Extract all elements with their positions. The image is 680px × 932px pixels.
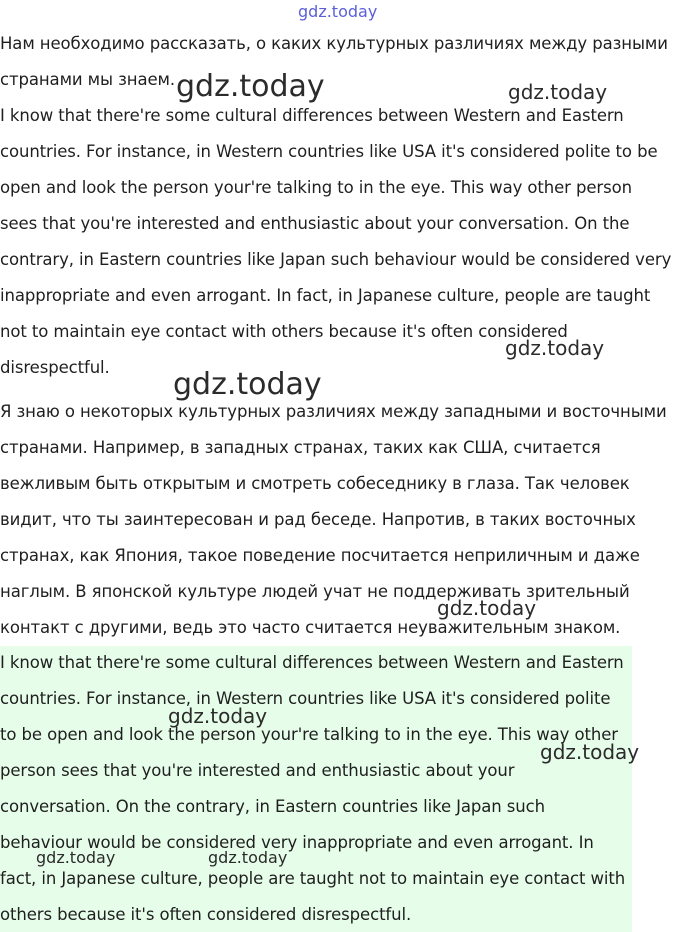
answer-english: I know that there're some cultural differences between Western and Eastern countries. For instance, in Western countries like USA it's considered polite to be open and look the person your're talking to in the eye. This way other person sees that you're interested and enthusiastic about your conversation. On the contrary, in Eastern countries like Japan such behaviour would be considered very inappropriate and even arrogant. In fact, in Japanese culture, people are taught not to maintain eye contact with others because it's often considered disrespectful. <box>0 106 672 377</box>
watermark: gdz.today <box>168 704 268 728</box>
watermark: gdz.today <box>176 69 325 104</box>
watermark: gdz.today <box>208 848 288 867</box>
watermark: gdz.today <box>36 848 116 867</box>
watermark: gdz.today <box>173 367 322 402</box>
watermark: gdz.today <box>540 740 640 764</box>
watermark: gdz.today <box>505 336 605 360</box>
task-text: Нам необходимо рассказать, о каких культурных различиях между разными странами мы знаем. <box>0 34 668 89</box>
watermark-top: gdz.today <box>298 2 378 21</box>
watermark: gdz.today <box>508 80 608 104</box>
watermark: gdz.today <box>437 596 537 620</box>
answer-russian: Я знаю о некоторых культурных различиях между западными и восточными странами. Например, в западных странах, таких как США, считается вежливым быть открытым и смотреть собеседнику в глаза. Так человек видит, что ты заинтересован и рад беседе. Напротив, в таких восточных странах, как Япония, такое поведение посчитается неприличным и даже наглым. В японской культуре людей учат не поддерживать зрительный контакт с другими, ведь это часто считается неуважительным знаком. <box>0 402 667 637</box>
answer-english-highlighted: I know that there're some cultural differences between Western and Eastern countries. For instance, in Western countries like USA it's considered polite to be open and look the person your're talking to in the eye. This way other person sees that you're interested and enthusiastic about your conversation. On the contrary, in Eastern countries like Japan such behaviour would be considered very inappropriate and even arrogant. In fact, in Japanese culture, people are taught not to maintain eye contact with others because it's often considered disrespectful. <box>0 653 626 924</box>
